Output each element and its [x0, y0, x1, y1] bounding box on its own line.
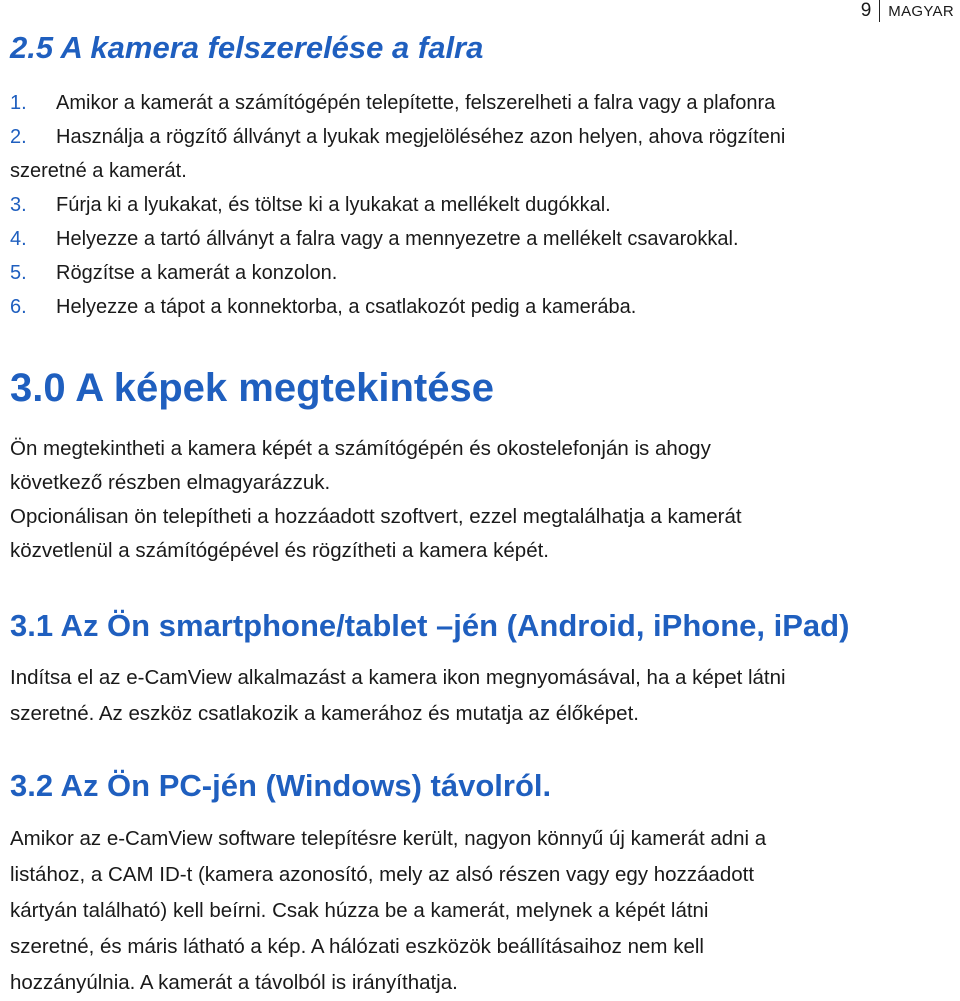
step-number: 1. — [10, 92, 27, 114]
step-text: Fúrja ki a lyukakat, és töltse ki a lyukakat a mellékelt dugókkal. — [56, 194, 611, 216]
text-line: listához, a CAM ID-t (kamera azonosító, mely az alsó részen vagy egy hozzáadott — [10, 863, 755, 886]
section-3-2-title: 3.2 Az Ön PC-jén (Windows) távolról. — [10, 768, 552, 803]
text-line: kártyán található) kell beírni. Csak húzza be a kamerát, melynek a képét látni — [10, 899, 709, 922]
text-line: szeretné, és máris látható a kép. A hálózati eszközök beállításaihoz nem kell — [10, 935, 704, 958]
section-3-0-paragraph — [10, 432, 955, 568]
text-line: következő részben elmagyarázzuk. — [10, 471, 331, 494]
step-item — [10, 120, 955, 188]
step-text-continued: szeretné a kamerát. — [10, 160, 187, 182]
section-2-5-title: 2.5 A kamera felszerelése a falra — [10, 30, 484, 65]
text-line: közvetlenül a számítógépével és rögzítheti a kamera képét. — [10, 539, 549, 562]
step-number: 3. — [10, 194, 27, 216]
step-number: 4. — [10, 228, 27, 250]
step-text: Rögzítse a kamerát a konzolon. — [56, 262, 338, 284]
section-3-1-paragraph — [10, 660, 955, 732]
installation-steps — [10, 86, 955, 324]
section-3-1-title: 3.1 Az Ön smartphone/tablet –jén (Android, iPhone, iPad) — [10, 608, 850, 643]
language-label: MAGYAR — [888, 2, 954, 20]
step-item — [10, 290, 955, 324]
step-text: Használja a rögzítő állványt a lyukak megjelöléséhez azon helyen, ahova rögzíteni — [56, 126, 786, 148]
section-3-0-title: 3.0 A képek megtekintése — [10, 366, 494, 410]
step-item — [10, 222, 955, 256]
step-item — [10, 86, 955, 120]
step-number: 2. — [10, 126, 27, 148]
step-number: 5. — [10, 262, 27, 284]
step-text: Amikor a kamerát a számítógépén telepítette, felszerelheti a falra vagy a plafonra — [56, 92, 776, 114]
page-number: 9 — [861, 0, 881, 22]
step-text: Helyezze a tartó állványt a falra vagy a mennyezetre a mellékelt csavarokkal. — [56, 228, 739, 250]
text-line: Amikor az e-CamView software telepítésre került, nagyon könnyű új kamerát adni a — [10, 827, 767, 850]
text-line: Indítsa el az e-CamView alkalmazást a kamera ikon megnyomásával, ha a képet látni — [10, 666, 786, 689]
text-line: szeretné. Az eszköz csatlakozik a kamerához és mutatja az élőképet. — [10, 702, 639, 725]
text-line: hozzányúlnia. A kamerát a távolból is irányíthatja. — [10, 971, 458, 994]
text-line: Ön megtekintheti a kamera képét a számítógépén és okostelefonján is ahogy — [10, 437, 711, 460]
page-header — [861, 0, 954, 22]
step-number: 6. — [10, 296, 27, 318]
step-item — [10, 256, 955, 290]
text-line: Opcionálisan ön telepítheti a hozzáadott szoftvert, ezzel megtalálhatja a kamerát — [10, 505, 742, 528]
step-text: Helyezze a tápot a konnektorba, a csatlakozót pedig a kamerába. — [56, 296, 637, 318]
step-item — [10, 188, 955, 222]
section-3-2-paragraph — [10, 821, 955, 1001]
